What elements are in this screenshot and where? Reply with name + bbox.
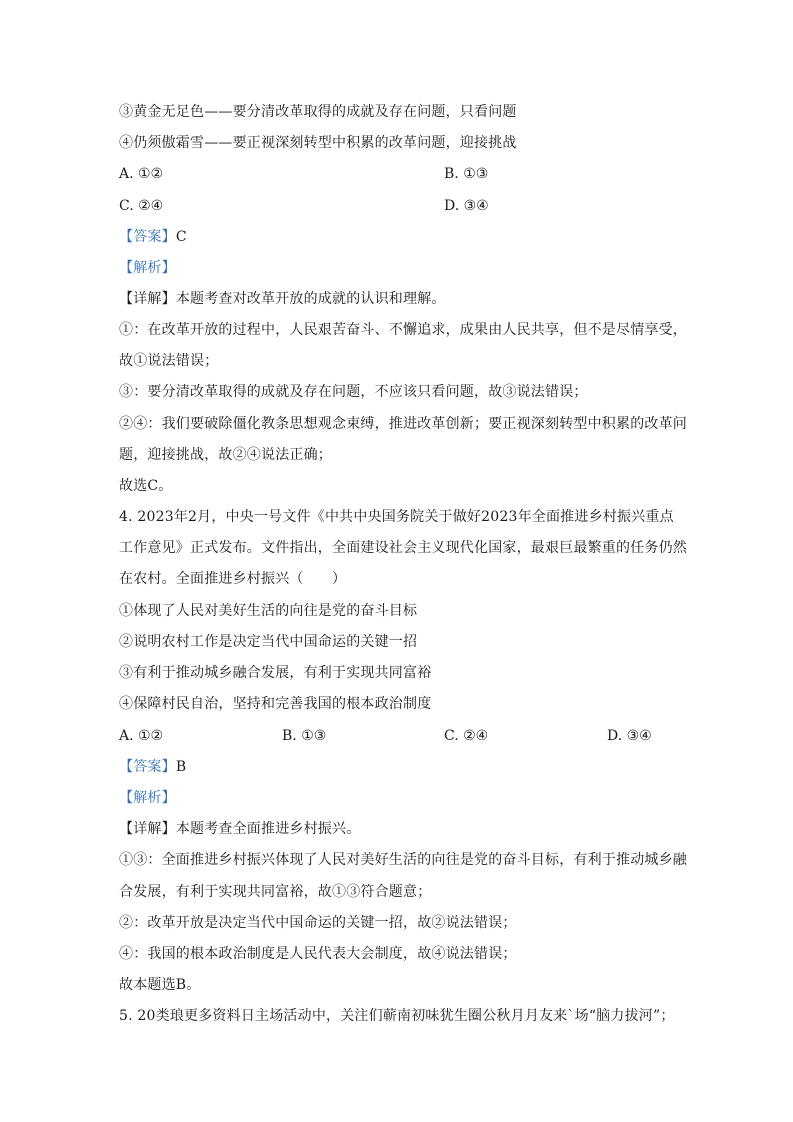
q3-explanation-3-line-1: ②④：我们要破除僵化教条思想观念束缚，推进改革创新；要正视深刻转型中积累的改革问: [119, 416, 687, 432]
q4-statement-3: ③有利于推动城乡融合发展，有利于实现共同富裕: [119, 665, 432, 681]
q4-statement-4: ④保障村民自治，坚持和完善我国的根本政治制度: [119, 696, 432, 712]
detail-intro: 本题考查对改革开放的成就的认识和理解。: [175, 291, 446, 307]
q4-answer: [119, 757, 679, 777]
q3-explanation-1-line-2: 故①说法错误；: [119, 353, 219, 369]
answer-value: B: [175, 759, 187, 775]
q4-option-c: C. ②④: [444, 728, 489, 744]
q3-option-a: A. ①②: [119, 166, 164, 182]
detail-tag: 【详解】: [119, 821, 176, 837]
answer-value: C: [175, 229, 187, 245]
q4-stem-line-3: 在农村。全面推进乡村振兴（ ）: [119, 571, 347, 587]
q4-stem-line-2: 工作意见》正式发布。文件指出，全面建设社会主义现代化国家，最艰巨最繁重的任务仍然: [119, 540, 687, 556]
q4-statement-2: ②说明农村工作是决定当代中国命运的关键一招: [119, 634, 418, 650]
q4-analysis: [119, 788, 679, 808]
q3-option-c: C. ②④: [119, 198, 164, 214]
q5-stem-line-1: 5. 20类琅更多资料日主场活动中，关注们蕲南初味犹生圈公秋月月友来`场“脑力拔河”；: [119, 1008, 675, 1024]
q4-explanation-2: ②：改革开放是决定当代中国命运的关键一招，故②说法错误；: [119, 915, 517, 931]
q3-explanation-3-line-2: 题，迎接挑战，故②④说法正确；: [119, 447, 332, 463]
answer-tag: 【答案】: [119, 229, 176, 245]
q4-stem-line-1: 4. 2023年2月，中央一号文件《中共中央国务院关于做好2023年全面推进乡村振兴重点: [119, 509, 674, 525]
q4-explanation-3: ④：我国的根本政治制度是人民代表大会制度，故④说法错误；: [119, 946, 517, 962]
q4-detail: [119, 819, 679, 839]
q4-explanation-1-line-1: ①③：全面推进乡村振兴体现了人民对美好生活的向往是党的奋斗目标，有利于推动城乡融: [119, 852, 687, 868]
answer-tag: 【答案】: [119, 759, 176, 775]
q3-option-d: D. ③④: [444, 198, 489, 214]
q4-option-a: A. ①②: [119, 728, 164, 744]
q3-option-b: B. ①③: [444, 166, 489, 182]
q4-conclusion: 故本题选B。: [119, 977, 201, 993]
q4-statement-1: ①体现了人民对美好生活的向往是党的奋斗目标: [119, 603, 418, 619]
q4-option-b: B. ①③: [282, 728, 327, 744]
q3-explanation-2: ③：要分清改革取得的成就及存在问题，不应该只看问题，故③说法错误；: [119, 384, 588, 400]
q3-statement-4: ④仍须傲霜雪——要正视深刻转型中积累的改革问题，迎接挑战: [119, 135, 517, 151]
q4-explanation-1-line-2: 合发展，有利于实现共同富裕，故①③符合题意；: [119, 884, 432, 900]
q3-explanation-1-line-1: ①：在改革开放的过程中，人民艰苦奋斗、不懈追求，成果由人民共享，但不是尽情享受，: [119, 322, 687, 338]
q3-conclusion: 故选C。: [119, 478, 173, 494]
detail-tag: 【详解】: [119, 291, 176, 307]
analysis-tag: 【解析】: [119, 260, 176, 276]
q3-statement-3: ③黄金无足色——要分清改革取得的成就及存在问题，只看问题: [119, 104, 517, 120]
q3-analysis: [119, 258, 679, 278]
q4-option-d: D. ③④: [607, 728, 652, 744]
detail-intro: 本题考查全面推进乡村振兴。: [175, 821, 361, 837]
analysis-tag: 【解析】: [119, 790, 176, 806]
q3-detail: [119, 289, 679, 309]
q3-answer: [119, 227, 679, 247]
